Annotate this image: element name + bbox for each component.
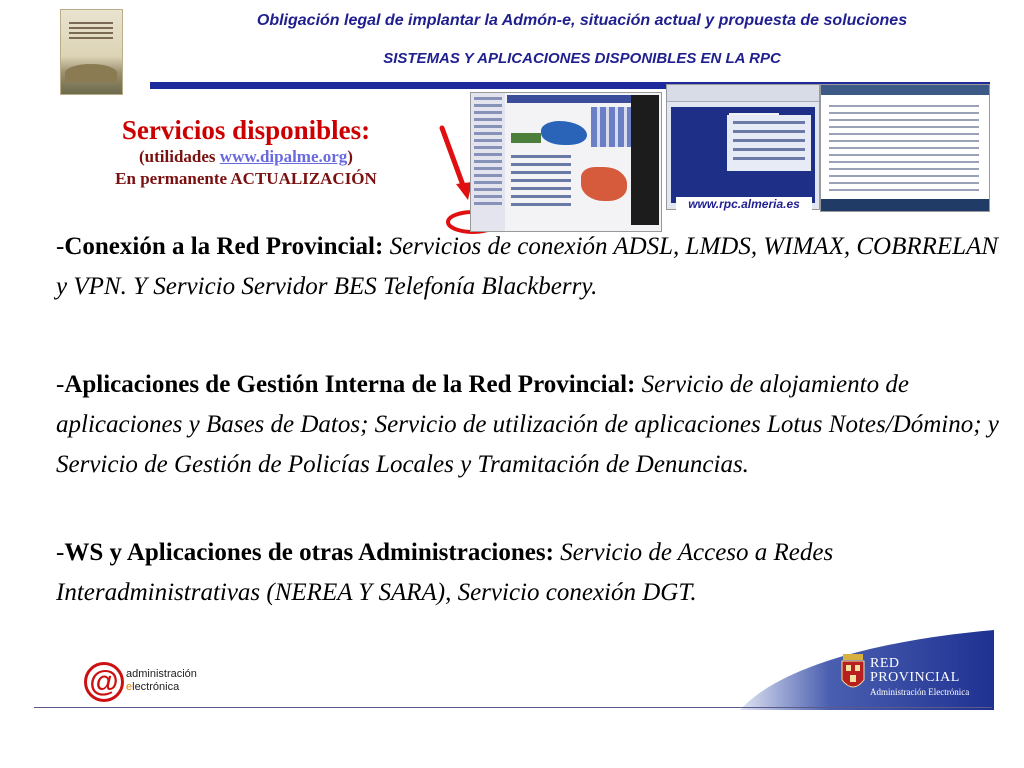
ae-logo-line2: lectrónica — [132, 681, 180, 693]
item-dash: - — [56, 539, 65, 566]
brand-line-red: RED — [870, 656, 900, 671]
at-sign-icon: @ — [84, 662, 124, 702]
item-description: Servicio de alojamiento de aplicaciones y Bases de Datos; Servicio de utilización de aplicaciones Lotus Notes/Dómino; y Servicio de Gestión de Policías Locales y Tramitación de Denuncias. — [56, 371, 999, 478]
book-cover-thumbnail — [60, 9, 123, 95]
item-lead: Conexión a la Red Provincial: — [64, 233, 384, 260]
coat-of-arms-icon — [840, 654, 866, 694]
brand-line-subtitle: Administración Electrónica — [870, 687, 970, 697]
red-provincial-brand — [870, 657, 1000, 699]
service-item-other-administrations — [56, 533, 1012, 613]
item-lead: WS y Aplicaciones de otras Administraciones: — [64, 539, 554, 566]
services-update-note: En permanente ACTUALIZACIÓN — [115, 169, 377, 188]
service-item-network-connection — [56, 227, 1012, 307]
item-lead: Aplicaciones de Gestión Interna de la Red Provincial: — [64, 371, 636, 398]
services-guide-screenshot — [820, 84, 990, 212]
header-subtitle: SISTEMAS Y APLICACIONES DISPONIBLES EN LA RPC — [383, 50, 781, 67]
rpc-website-screenshot — [666, 84, 820, 210]
item-dash: - — [56, 371, 65, 398]
item-dash: - — [56, 233, 65, 260]
utilities-close: ) — [347, 147, 353, 166]
rpc-url-caption: www.rpc.almeria.es — [676, 197, 812, 211]
dipalme-link[interactable]: www.dipalme.org — [219, 147, 348, 166]
item-description: Servicios de conexión ADSL, LMDS, WIMAX, COBRRELAN y VPN. Y Servicio Servidor BES Telefonía Blackberry. — [56, 233, 999, 300]
brand-line-provincial: PROVINCIAL — [870, 670, 960, 685]
service-item-internal-apps — [56, 365, 1012, 485]
administracion-electronica-logo — [84, 660, 224, 706]
dipalme-website-screenshot — [470, 92, 662, 232]
ae-logo-text — [126, 668, 197, 694]
footer-rule — [34, 707, 992, 708]
header-title: Obligación legal de implantar la Admón-e, situación actual y propuesta de soluciones — [256, 12, 908, 29]
services-heading-block — [56, 115, 436, 190]
utilities-open: (utilidades — [139, 147, 220, 166]
item-description: Servicio de Acceso a Redes Interadministrativas (NEREA Y SARA), Servicio conexión DGT. — [56, 539, 834, 606]
services-title: Servicios disponibles: — [121, 115, 371, 145]
services-utilities — [56, 146, 436, 168]
ae-logo-line1: administración — [126, 668, 197, 680]
ae-logo-e: e — [126, 681, 133, 693]
